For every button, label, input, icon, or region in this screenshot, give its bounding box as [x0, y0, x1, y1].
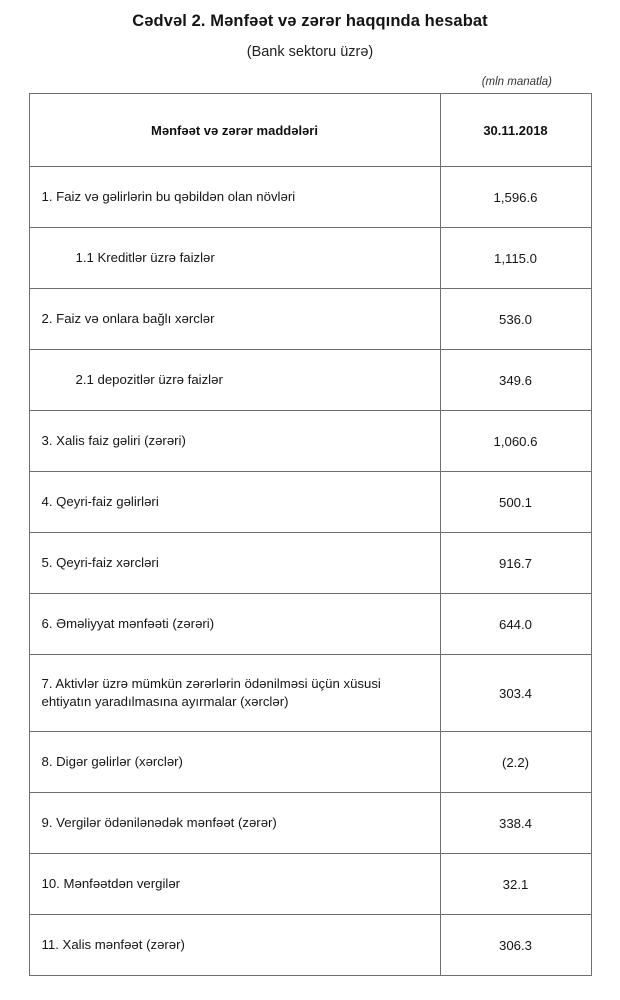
row-value: 349.6	[440, 350, 591, 411]
table-row	[29, 655, 591, 732]
row-value: 644.0	[440, 594, 591, 655]
row-value: 1,115.0	[440, 228, 591, 289]
table-body	[29, 167, 591, 976]
table-row	[29, 167, 591, 228]
table-row	[29, 732, 591, 793]
table-row	[29, 350, 591, 411]
row-label: 4. Qeyri-faiz gəlirləri	[29, 472, 440, 533]
row-label: 1. Faiz və gəlirlərin bu qəbildən olan növləri	[29, 167, 440, 228]
row-value: 32.1	[440, 854, 591, 915]
table-header-row	[29, 94, 591, 167]
row-label: 5. Qeyri-faiz xərcləri	[29, 533, 440, 594]
row-label: 7. Aktivlər üzrə mümkün zərərlərin ödənilməsi üçün xüsusi ehtiyatın yaradılmasına ayırmalar (xərclər)	[29, 655, 440, 732]
profit-loss-table	[29, 93, 592, 976]
table-row	[29, 228, 591, 289]
row-value: 306.3	[440, 915, 591, 976]
row-value: (2.2)	[440, 732, 591, 793]
table-row	[29, 411, 591, 472]
row-value: 536.0	[440, 289, 591, 350]
row-label: 2.1 depozitlər üzrə faizlər	[29, 350, 440, 411]
row-value: 1,596.6	[440, 167, 591, 228]
table-row	[29, 533, 591, 594]
column-header-items: Mənfəət və zərər maddələri	[29, 94, 440, 167]
row-label: 1.1 Kreditlər üzrə faizlər	[29, 228, 440, 289]
document-page	[0, 12, 620, 1000]
row-label: 2. Faiz və onlara bağlı xərclər	[29, 289, 440, 350]
row-value: 916.7	[440, 533, 591, 594]
table-row	[29, 793, 591, 854]
table-header	[29, 94, 591, 167]
row-value: 500.1	[440, 472, 591, 533]
table-row	[29, 594, 591, 655]
row-label: 9. Vergilər ödənilənədək mənfəət (zərər)	[29, 793, 440, 854]
row-label: 10. Mənfəətdən vergilər	[29, 854, 440, 915]
row-label: 6. Əməliyyat mənfəəti (zərəri)	[29, 594, 440, 655]
row-value: 1,060.6	[440, 411, 591, 472]
row-label: 8. Digər gəlirlər (xərclər)	[29, 732, 440, 793]
row-value: 338.4	[440, 793, 591, 854]
row-label: 3. Xalis faiz gəliri (zərəri)	[29, 411, 440, 472]
table-row	[29, 289, 591, 350]
units-note: (mln manatla)	[481, 76, 552, 88]
row-value: 303.4	[440, 655, 591, 732]
page-title: Cədvəl 2. Mənfəət və zərər haqqında hesabat	[132, 12, 488, 30]
table-row	[29, 472, 591, 533]
row-label: 11. Xalis mənfəət (zərər)	[29, 915, 440, 976]
page-subtitle: (Bank sektoru üzrə)	[246, 44, 374, 60]
table-row	[29, 915, 591, 976]
column-header-date: 30.11.2018	[440, 94, 591, 167]
table-row	[29, 854, 591, 915]
